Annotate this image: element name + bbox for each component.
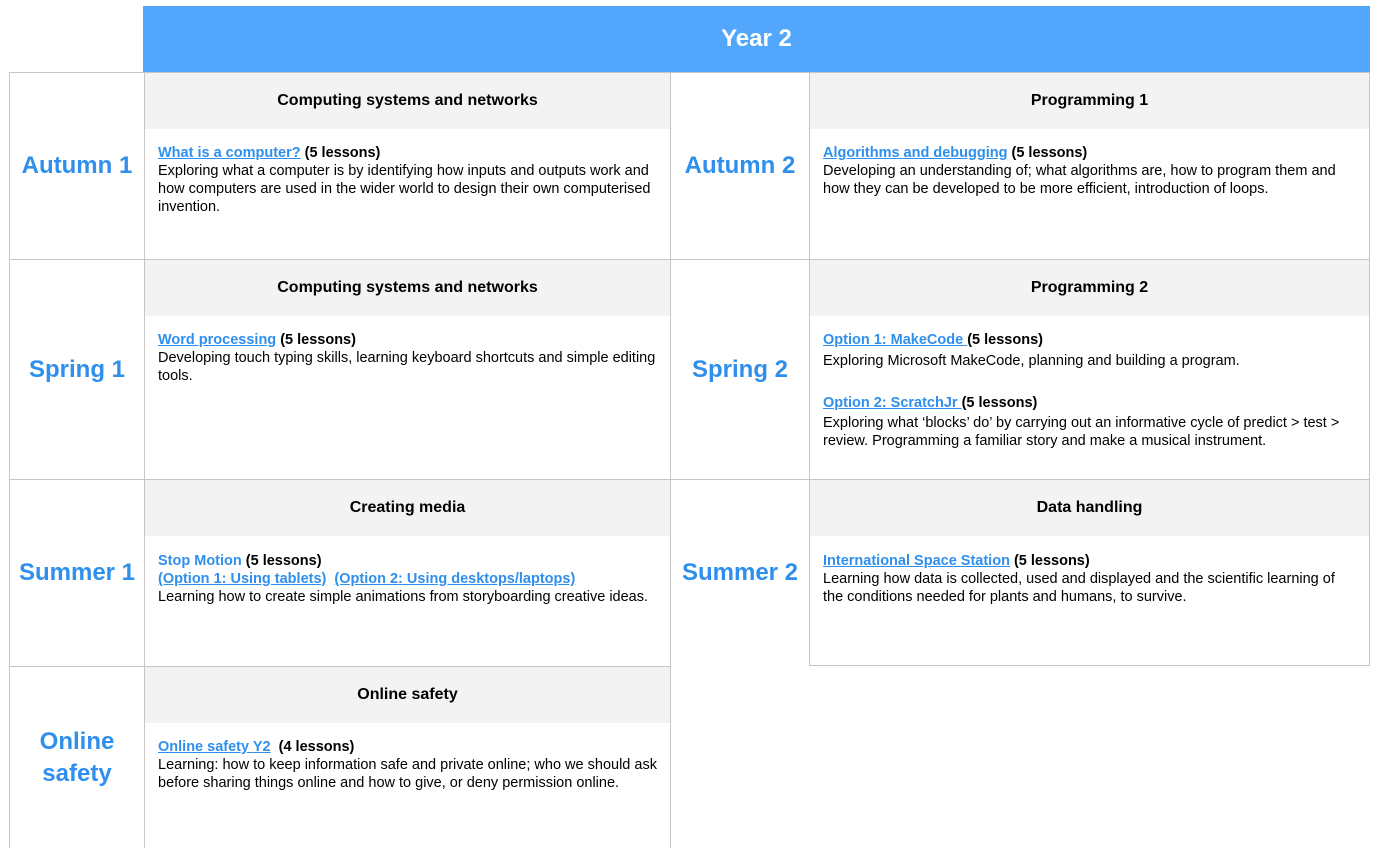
panel-autumn-2	[809, 72, 1370, 259]
panel-body	[823, 144, 1357, 198]
lesson-description: Learning how data is collected, used and displayed and the scientific learning of the conditions needed for plants and humans, to survive.	[823, 571, 1335, 605]
term-text: Spring 1	[28, 355, 125, 383]
year-title: Year 2	[721, 25, 792, 52]
term-text: Summer 2	[681, 559, 799, 586]
term-label-autumn-2	[670, 72, 809, 259]
year-banner	[143, 6, 1370, 72]
lesson-link-what-is-a-computer[interactable]: What is a computer?	[158, 145, 301, 161]
spacer	[823, 372, 1357, 393]
panel-summer-1	[144, 479, 670, 666]
term-text: Spring 2	[691, 355, 788, 383]
term-text-line-1: Online	[39, 727, 115, 755]
panel-heading: Programming 1	[810, 73, 1369, 129]
lesson-link-option-2-scratchjr[interactable]: Option 2: ScratchJr	[823, 395, 962, 411]
lesson-link-option-1-makecode[interactable]: Option 1: MakeCode	[823, 332, 968, 348]
lesson-description: Exploring Microsoft MakeCode, planning and building a program.	[823, 353, 1240, 369]
lesson-count: (5 lessons)	[967, 332, 1043, 348]
panel-online-safety	[144, 666, 671, 848]
lesson-link-online-safety-y2[interactable]: Online safety Y2	[158, 739, 271, 755]
lesson-link-international-space-station[interactable]: International Space Station	[823, 553, 1010, 569]
lesson-count: (5 lessons)	[961, 395, 1038, 411]
panel-heading: Computing systems and networks	[145, 260, 670, 316]
panel-autumn-1	[144, 72, 670, 259]
lesson-count: (5 lessons)	[1009, 553, 1090, 569]
panel-heading: Online safety	[145, 667, 670, 723]
lesson-link-option-2-desktops[interactable]: (Option 2: Using desktops/laptops)	[334, 571, 576, 587]
panel-heading: Data handling	[810, 480, 1369, 536]
panel-body	[158, 331, 658, 385]
lesson-description: Developing an understanding of; what algorithms are, how to program them and how they can be developed to be more efficient, introduction of loops.	[823, 163, 1336, 197]
panel-spring-2	[809, 259, 1370, 479]
panel-summer-2	[809, 479, 1370, 666]
option-links	[158, 570, 658, 588]
term-label-spring-1	[9, 259, 144, 479]
panel-body	[158, 552, 658, 606]
lesson-count: (4 lessons)	[270, 739, 355, 755]
lesson-description: Learning how to create simple animations from storyboarding creative ideas.	[158, 589, 649, 605]
lesson-link-option-1-tablets[interactable]: (Option 1: Using tablets)	[158, 571, 327, 587]
panel-spring-1	[144, 259, 670, 479]
term-text: Summer 1	[18, 559, 136, 586]
lesson-link-algorithms-and-debugging[interactable]: Algorithms and debugging	[823, 145, 1008, 161]
term-text-line-2: safety	[42, 759, 112, 787]
term-label-autumn-1	[9, 72, 144, 259]
lesson-count: (5 lessons)	[300, 145, 381, 161]
panel-heading: Creating media	[145, 480, 670, 536]
lesson-count: (5 lessons)	[241, 553, 322, 569]
panel-body	[823, 330, 1357, 450]
panel-body	[158, 738, 658, 792]
panel-heading: Computing systems and networks	[145, 73, 670, 129]
lesson-count: (5 lessons)	[1007, 145, 1088, 161]
term-label-spring-2	[670, 259, 809, 479]
term-text: Autumn 1	[21, 152, 133, 179]
term-label-online-safety	[9, 666, 144, 848]
term-text: Autumn 2	[684, 152, 796, 179]
term-label-summer-2	[670, 479, 809, 666]
panel-heading: Programming 2	[810, 260, 1369, 316]
lesson-description: Learning: how to keep information safe and private online; who we should ask before sharing things online and how to give, or deny permission online.	[158, 757, 657, 791]
lesson-link-word-processing[interactable]: Word processing	[158, 332, 277, 348]
panel-body	[158, 144, 658, 216]
lesson-description: Exploring what ‘blocks’ do’ by carrying out an informative cycle of predict > test > review. Programming a familiar story and make a musical instrument.	[823, 415, 1340, 449]
panel-body	[823, 552, 1357, 606]
lesson-count: (5 lessons)	[276, 332, 356, 348]
lesson-description: Developing touch typing skills, learning keyboard shortcuts and simple editing tools.	[158, 350, 656, 384]
lesson-description: Exploring what a computer is by identifying how inputs and outputs work and how computers are used in the wider world to design their own computerised invention.	[158, 163, 651, 215]
term-text	[40, 726, 115, 790]
term-label-summer-1	[9, 479, 144, 666]
lesson-title-stop-motion: Stop Motion	[158, 553, 242, 569]
